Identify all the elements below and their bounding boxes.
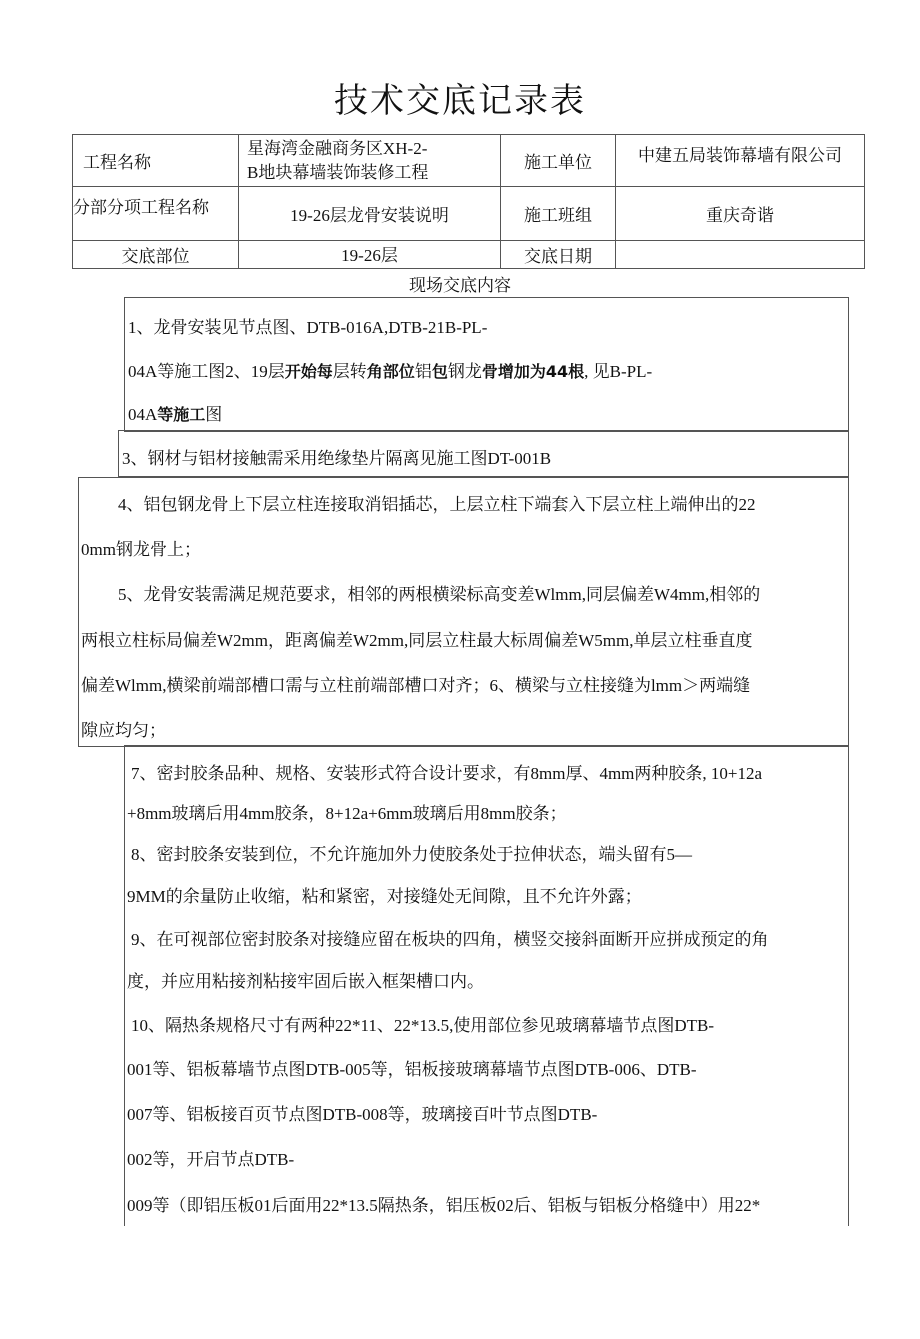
item-3-line: 3、钢材与铝材接触需采用绝缘垫片隔离见施工图DT-001B — [122, 449, 552, 468]
content-box-3 — [78, 477, 849, 747]
item-10-line: 10、隔热条规格尺寸有两种22*11、22*13.5,使用部位参见玻璃幕墙节点图DTB- — [131, 1016, 715, 1035]
item-9-line: 度，并应用粘接剂粘接牢固后嵌入框架槽口内。 — [127, 972, 484, 991]
item-1-line: 1、龙骨安装见节点图、DTB-016A,DTB-21B-PL- — [128, 318, 488, 337]
item-4-line: 0mm钢龙骨上； — [81, 540, 201, 559]
location: 19-26层 — [239, 241, 501, 269]
item-8-line: 8、密封胶条安装到位，不允许施加外力使胶条处于拉伸状态，端头留有5— — [131, 845, 692, 864]
content-heading: 现场交底内容 — [409, 276, 511, 295]
item-10-line: 009等（即铝压板01后面用22*13.5隔热条，铝压板02后、铝板与铝板分格缝中）用22* — [127, 1196, 761, 1215]
item-2-line: 04A等施工图 — [128, 405, 223, 424]
item-5-line: 两根立柱标局偏差W2mm，距离偏差W2mm,同层立柱最大标周偏差W5mm,单层立柱垂直度 — [81, 631, 753, 650]
project-name-label: 工程名称 — [73, 135, 239, 187]
document-title: 技术交底记录表 — [334, 83, 586, 120]
item-7-line: 7、密封胶条品种、规格、安装形式符合设计要求，有8mm厚、4mm两种胶条, 10+12a — [131, 764, 763, 783]
item-8-line: 9MM的余量防止收缩，粘和紧密，对接缝处无间隙，且不允许外露； — [127, 887, 642, 906]
item-9-line: 9、在可视部位密封胶条对接缝应留在板块的四角，横竖交接斜面断开应拼成预定的角 — [131, 930, 769, 949]
project-name-line: B地块幕墙装饰装修工程 — [247, 162, 429, 182]
item-10-line: 007等、铝板接百页节点图DTB-008等，玻璃接百叶节点图DTB- — [127, 1105, 598, 1124]
item-10-line: 002等，开启节点DTB- — [127, 1150, 295, 1169]
item-4-line: 4、铝包钢龙骨上下层立柱连接取消铝插芯，上层立柱下端套入下层立柱上端伸出的22 — [118, 495, 756, 514]
date-label: 交底日期 — [501, 241, 616, 269]
item-5-line: 隙应均匀； — [81, 721, 166, 740]
date — [616, 241, 865, 269]
item-10-line: 001等、铝板幕墙节点图DTB-005等，铝板接玻璃幕墙节点图DTB-006、DTB- — [127, 1060, 697, 1079]
contractor-label: 施工单位 — [501, 135, 616, 187]
item-5-line: 偏差Wlmm,横梁前端部槽口需与立柱前端部槽口对齐；6、横梁与立柱接缝为lmm＞两端缝 — [81, 676, 751, 695]
location-label: 交底部位 — [73, 241, 239, 269]
item-5-line: 5、龙骨安装需满足规范要求，相邻的两根横梁标高变差Wlmm,同层偏差W4mm,相邻的 — [118, 585, 761, 604]
contractor: 中建五局装饰幕墙有限公司 — [616, 135, 865, 187]
item-7-line: +8mm玻璃后用4mm胶条，8+12a+6mm玻璃后用8mm胶条； — [127, 804, 567, 823]
project-name — [239, 135, 501, 187]
item-2-line: 04A等施工图2、19层开始每层转角部位铝包钢龙骨增加为44根, 见B-PL- — [128, 362, 653, 381]
project-name-line: 星海湾金融商务区XH-2- — [247, 138, 428, 158]
subproject-label: 分部分项工程名称 — [73, 187, 239, 241]
info-table — [72, 134, 865, 269]
team: 重庆奇谐 — [616, 187, 865, 241]
subproject: 19-26层龙骨安装说明 — [239, 187, 501, 241]
team-label: 施工班组 — [501, 187, 616, 241]
